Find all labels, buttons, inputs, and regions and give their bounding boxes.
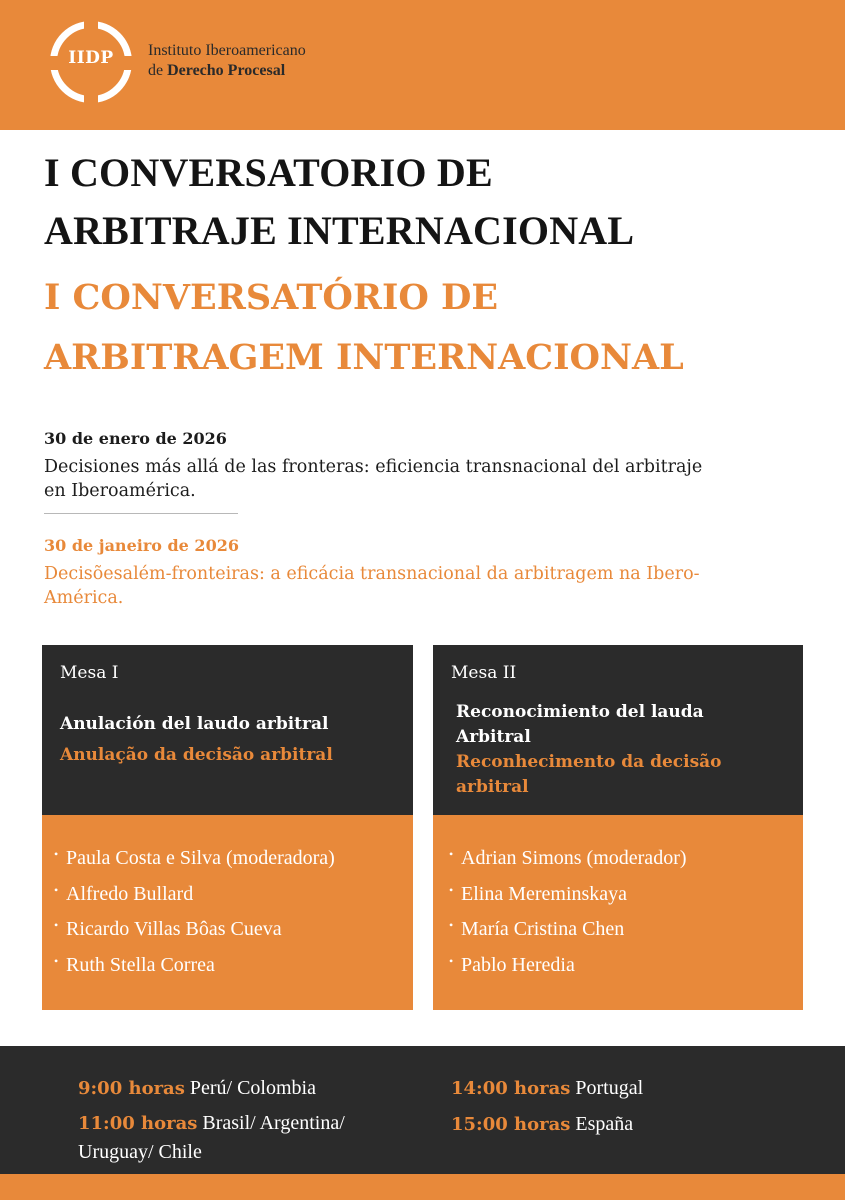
footer-accent-strip (0, 1174, 845, 1200)
list-item (449, 843, 799, 879)
title-es-line2: ARBITRAJE INTERNACIONAL (44, 208, 635, 253)
list-item (449, 879, 799, 915)
speaker-name: Elina Mereminskaya (461, 882, 628, 905)
speaker-name: Paula Costa e Silva (moderadora) (66, 847, 335, 869)
schedule-time: 15:00 horas (451, 1114, 571, 1135)
mesa-1-speaker-list (54, 843, 409, 985)
bullet-icon: • (54, 953, 59, 968)
mesa-1-title-spanish: Anulación del laudo arbitral (60, 714, 329, 734)
list-item (54, 843, 409, 879)
list-item (449, 914, 799, 950)
mesa-2-speaker-list (449, 843, 799, 985)
org-name-bold: Derecho Procesal (167, 62, 286, 79)
speaker-name: Adrian Simons (moderador) (461, 847, 687, 869)
event-date-spanish: 30 de enero de 2026 (44, 429, 227, 448)
list-item (54, 950, 409, 986)
event-description-portuguese: Decisõesalém-fronteiras: a eficácia transnacional da arbitragem na Ibero-América. (44, 564, 700, 608)
bullet-icon: • (449, 847, 454, 861)
speaker-name: Ruth Stella Correa (66, 953, 215, 976)
schedule-time: 14:00 horas (451, 1078, 571, 1099)
org-name-line2 (148, 61, 306, 81)
schedule-item-portugal (451, 1074, 643, 1103)
event-description-spanish: Decisiones más allá de las fronteras: eficiencia transnacional del arbitraje en Iberoamérica. (44, 457, 703, 501)
list-item (54, 879, 409, 915)
list-item (54, 914, 409, 950)
org-name (148, 41, 306, 81)
schedule-place: España (575, 1113, 634, 1135)
title-pt-line1: I CONVERSATÓRIO DE (44, 277, 499, 318)
schedule-item-espana (451, 1110, 633, 1139)
title-pt-line2: ARBITRAGEM INTERNACIONAL (44, 337, 684, 378)
mesa-1-title-portuguese: Anulação da decisão arbitral (60, 745, 333, 765)
bullet-icon: • (449, 953, 454, 968)
title-es-line1: I CONVERSATORIO DE (44, 150, 493, 195)
event-date-portuguese: 30 de janeiro de 2026 (44, 536, 239, 555)
speaker-name: María Cristina Chen (461, 918, 625, 940)
logo-notch-top (84, 18, 98, 30)
speaker-name: Ricardo Villas Bôas Cueva (66, 918, 282, 940)
mesa-2-title-portuguese: Reconhecimento da decisão arbitral (456, 752, 722, 797)
speaker-name: Pablo Heredia (461, 953, 575, 976)
title-spanish (44, 144, 824, 260)
bullet-icon: • (54, 918, 59, 932)
logo-notch-bottom (84, 94, 98, 106)
schedule-item-peru (78, 1074, 316, 1103)
mesa-2-title-spanish: Reconocimiento del lauda Arbitral (456, 702, 704, 747)
schedule-place: Portugal (575, 1077, 644, 1099)
schedule-place: Brasil/ Argentina/ (202, 1112, 345, 1134)
list-item (449, 950, 799, 986)
bullet-icon: • (449, 918, 454, 932)
mesa-2-label: Mesa II (451, 663, 517, 683)
org-name-prefix: de (148, 62, 164, 79)
schedule-place-continued: Uruguay/ Chile (78, 1141, 202, 1163)
logo-text: IIDP (68, 48, 114, 68)
divider (44, 513, 238, 514)
schedule-item-brasil (78, 1109, 418, 1166)
bullet-icon: • (54, 847, 59, 861)
mesa-1-label: Mesa I (60, 663, 119, 683)
schedule-time: 11:00 horas (78, 1113, 198, 1134)
org-name-line1: Instituto Iberoamericano (148, 42, 306, 59)
speaker-name: Alfredo Bullard (66, 882, 194, 905)
bullet-icon: • (449, 882, 454, 897)
schedule-place: Perú/ Colombia (189, 1077, 316, 1099)
title-portuguese (44, 268, 834, 388)
schedule-time: 9:00 horas (78, 1078, 185, 1099)
bullet-icon: • (54, 882, 59, 897)
header-banner (0, 0, 845, 130)
